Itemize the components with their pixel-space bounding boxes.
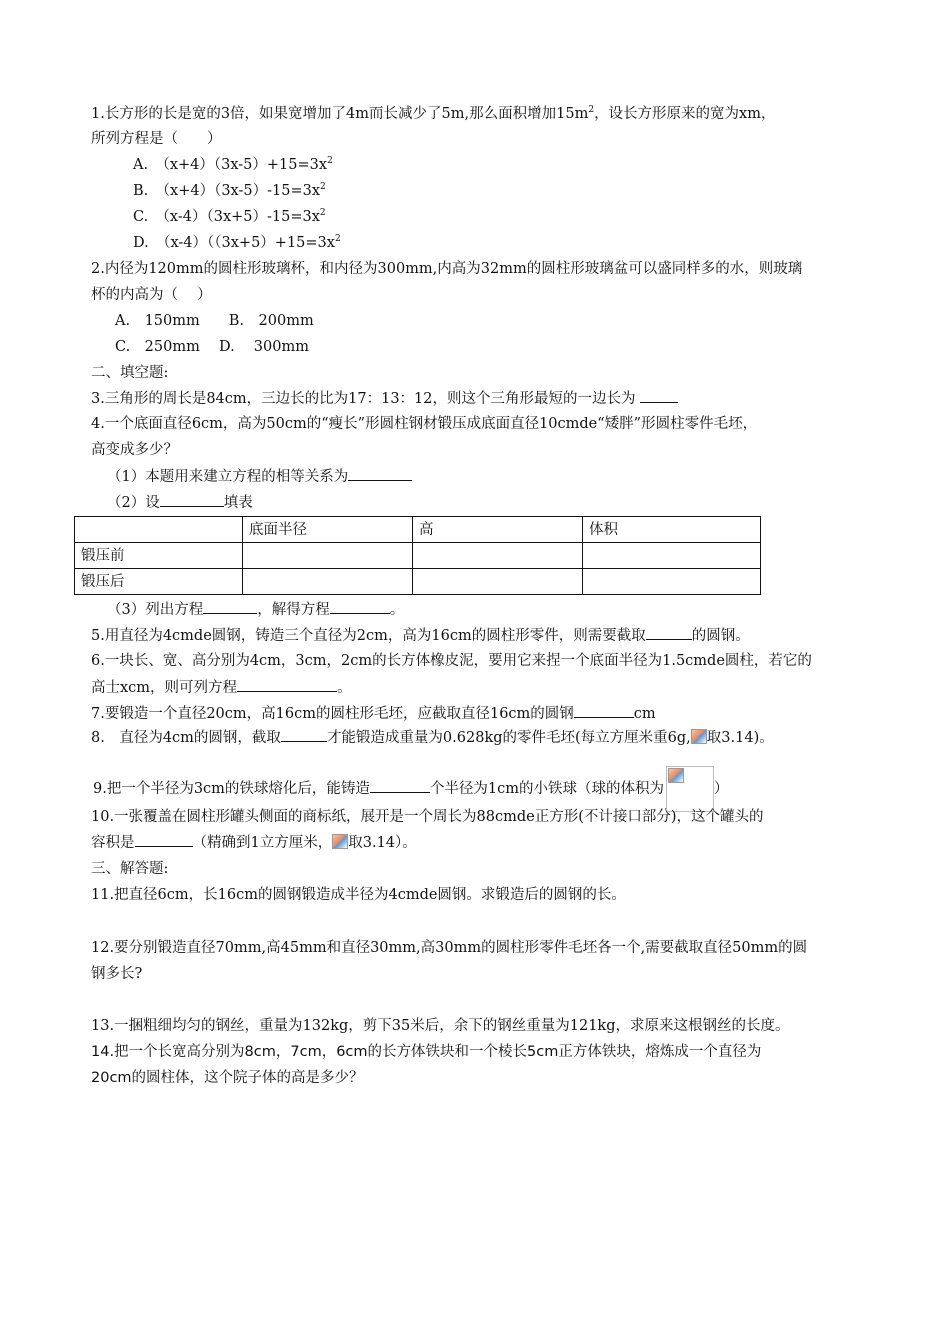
answer-blank	[574, 703, 634, 718]
table-header-cell: 高	[413, 517, 583, 543]
q2-line2: 杯的内高为（ ）	[91, 287, 212, 303]
superscript: 2	[588, 105, 595, 116]
q6-line1: 6.一块长、宽、高分别为4cm，3cm，2cm的长方体橡皮泥，要用它来捏一个底面半径为1.5cmde圆柱，若它的	[91, 653, 812, 669]
q10-line2: 容积是 （精确到1立方厘米， 取3.14）。	[91, 832, 417, 853]
answer-blank	[160, 492, 224, 507]
table-row-label: 锻压前	[75, 543, 243, 569]
q4-sub3: （3）列出方程 ，解得方程 。	[107, 599, 404, 620]
q1-line2: 所列方程是（ ）	[91, 131, 222, 147]
q1-line1: 1.长方形的长是宽的3倍，如果宽增加了4m而长减少了5m,那么面积增加$15m^2$，设长方形原来的宽为xm，	[91, 105, 776, 122]
table-row-label: 锻压后	[75, 569, 243, 595]
q2-line1: 2.内径为120mm的圆柱形玻璃杯，和内径为300mm,内高为32mm的圆柱形玻璃盆可以盛同样多的水，则玻璃	[91, 261, 803, 277]
table-header-cell	[75, 517, 243, 543]
table-header-row	[75, 517, 761, 543]
q2-options-row1: A. 150mm B. 200mm	[115, 313, 314, 329]
section-solve-heading: 三、解答题:	[91, 861, 169, 877]
q12-line1: 12.要分别锻造直径70mm,高45mm和直径30mm,高30mm的圆柱形零件毛坯各一个,需要截取直径50mm的圆	[91, 940, 808, 956]
q7: 7.要锻造一个直径20cm，高16cm的圆柱形毛坯，应截取直径16cm的圆钢 cm	[91, 703, 656, 724]
q14-line2: 20cm的圆柱体，这个院子体的高是多少？	[91, 1070, 364, 1086]
image-placeholder-icon	[668, 768, 684, 783]
q12-line2: 钢多长?	[91, 966, 143, 982]
table-cell	[413, 569, 583, 595]
answer-blank	[646, 625, 692, 640]
table-cell	[243, 543, 413, 569]
answer-blank	[348, 466, 412, 481]
image-placeholder-icon	[691, 729, 707, 744]
q1-option-b: B. $(x+4)(3x-5)-15=3x^2$	[133, 182, 326, 199]
formula-image-frame	[666, 766, 714, 812]
q4-sub2: （2）设 填表	[107, 492, 253, 513]
answer-blank	[281, 727, 327, 742]
q1-option-c: C. $(x-4)(3x+5)-15=3x^2$	[133, 208, 326, 225]
answer-blank	[330, 599, 390, 614]
q4-line1: 4.一个底面直径6cm，高为50cm的“瘦长”形圆柱钢材锻压成底面直径10cmde“矮胖”形圆柱零件毛坯，	[91, 416, 758, 432]
q1-option-a: A. $(x+4)(3x-5)+15=3x^2$	[133, 156, 333, 173]
table-row	[75, 569, 761, 595]
q9: 9.把一个半径为3cm的铁球熔化后，能铸造 个半径为1cm的小铁球（球的体积为 ）	[93, 766, 729, 812]
answer-blank	[203, 599, 257, 614]
table-cell	[583, 543, 761, 569]
q1-option-d: D. $(x-4)((3x+5)+15=3x^2$	[133, 234, 341, 251]
q3: 3.三角形的周长是84cm，三边长的比为17：13：12，则这个三角形最短的一边长为	[91, 388, 678, 409]
table-header-cell: 体积	[583, 517, 761, 543]
q14-line1: 14.把一个长宽高分别为8cm，7cm，6cm的长方体铁块和一个棱长5cm正方体铁块，熔炼成一个直径为	[91, 1044, 762, 1060]
q4-line2: 高变成多少？	[91, 442, 178, 458]
table-header-cell: 底面半径	[243, 517, 413, 543]
table-cell	[243, 569, 413, 595]
answer-blank	[237, 677, 337, 692]
q11: 11.把直径6cm，长16cm的圆钢锻造成半径为4cmde圆钢。求锻造后的圆钢的长。	[91, 887, 626, 903]
forging-table	[74, 516, 761, 595]
answer-blank	[135, 832, 193, 847]
q5: 5.用直径为4cmde圆钢，铸造三个直径为2cm，高为16cm的圆柱形零件，则需要截取 的圆钢。	[91, 625, 750, 646]
table-cell	[583, 569, 761, 595]
q10-line1: 10.一张覆盖在圆柱形罐头侧面的商标纸，展开是一个周长为88cmde正方形(不计接口部分)，这个罐头的	[91, 809, 764, 825]
q8: 8. 直径为4cm的圆钢，截取 才能锻造成重量为0.628kg的零件毛坯(每立方厘米重6g, 取3.14)。	[91, 727, 774, 748]
image-placeholder-icon	[332, 834, 348, 849]
answer-blank	[640, 388, 678, 403]
q2-options-row2: C. 250mm D. 300mm	[115, 339, 309, 355]
table-cell	[413, 543, 583, 569]
answer-blank	[370, 778, 430, 793]
q4-sub1: （1）本题用来建立方程的相等关系为	[107, 466, 412, 487]
table-row	[75, 543, 761, 569]
q6-line2: 高士xcm，则可列方程 。	[91, 677, 352, 698]
q13: 13.一捆粗细均匀的钢丝，重量为132kg，剪下35米后，余下的钢丝重量为121kg，求原来这根钢丝的长度。	[91, 1018, 790, 1034]
section-fill-in-heading: 二、填空题:	[91, 365, 169, 381]
